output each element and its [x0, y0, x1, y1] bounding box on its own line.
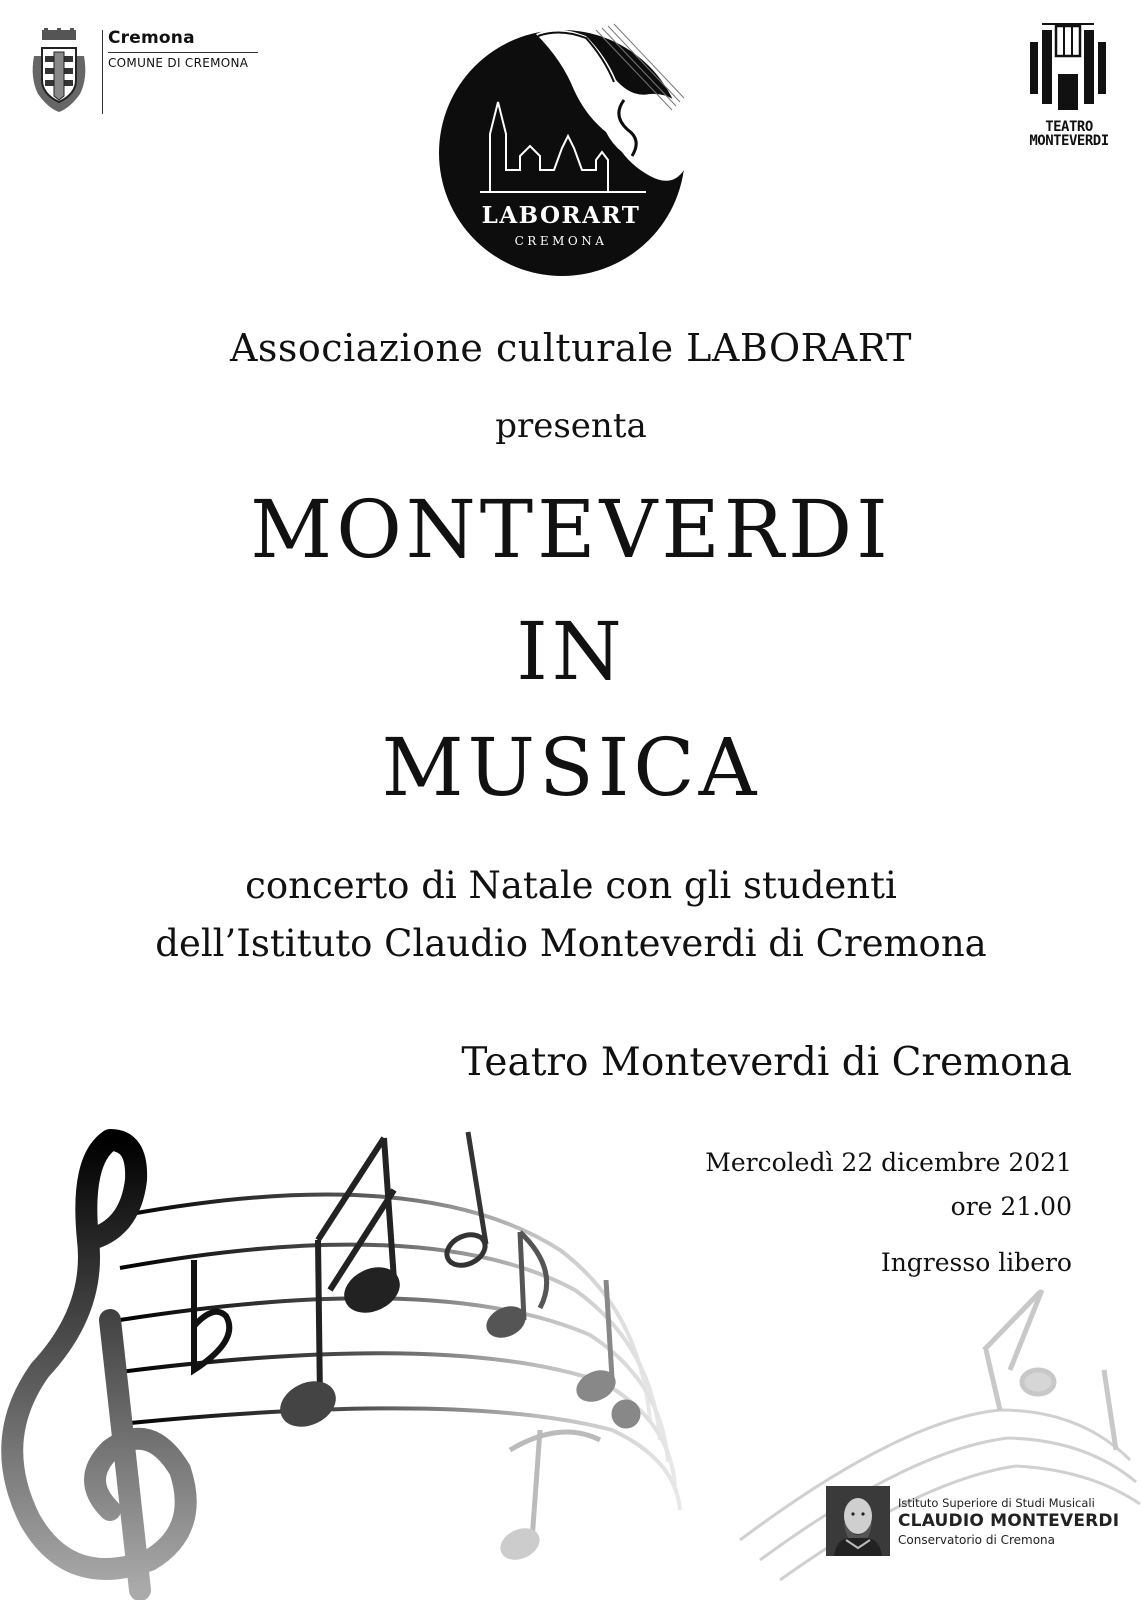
- teatro-logo: [1024, 22, 1114, 152]
- laborart-name: LABORART: [481, 202, 641, 229]
- staff-line-5: [120, 1408, 680, 1510]
- description-line-2: dell’Istituto Claudio Monteverdi di Cremona: [155, 922, 987, 965]
- presenter-line: Associazione culturale LABORART: [229, 326, 912, 370]
- quarter-note-icon: [575, 1280, 638, 1426]
- theatre-building-icon: [1030, 22, 1106, 118]
- entry-info: Ingresso libero: [880, 1248, 1072, 1277]
- teatro-name-line1: TEATRO: [1045, 119, 1093, 135]
- teatro-name-line2: MONTEVERDI: [1029, 133, 1109, 149]
- cremona-rule: [108, 52, 258, 53]
- conservatorio-line-2: CLAUDIO MONTEVERDI: [898, 1511, 1120, 1531]
- event-time: ore 21.00: [950, 1192, 1072, 1221]
- venue-line: Teatro Monteverdi di Cremona: [461, 1040, 1072, 1085]
- cremona-divider: [102, 30, 103, 114]
- conservatorio-line-3: Conservatorio di Cremona: [898, 1533, 1056, 1547]
- cremona-subtitle: COMUNE DI CREMONA: [108, 56, 249, 70]
- conservatorio-line-1: Istituto Superiore di Studi Musicali: [898, 1496, 1095, 1510]
- flat-sign-icon: [194, 1260, 229, 1370]
- eighth-note-icon: [485, 1232, 547, 1340]
- half-note-icon: [442, 1132, 490, 1271]
- eighth-note-pair-icon: [277, 1138, 403, 1431]
- cremona-title: Cremona: [108, 28, 195, 48]
- cremona-crest-icon: [28, 28, 90, 114]
- faded-beamed-note-icon: [984, 1290, 1116, 1450]
- event-date: Mercoledì 22 dicembre 2021: [705, 1148, 1072, 1177]
- teatro-name: [1024, 120, 1114, 148]
- presents-line: presenta: [495, 406, 647, 446]
- description-line-1: concerto di Natale con gli studenti: [245, 864, 897, 907]
- monteverdi-portrait-icon: [826, 1486, 890, 1556]
- laborart-logo: [436, 20, 706, 282]
- title-line-2: IN: [516, 605, 626, 698]
- conservatorio-logo: [826, 1486, 1120, 1560]
- laborart-city: CREMONA: [514, 234, 608, 248]
- title-line-3: MUSICA: [381, 721, 761, 814]
- cremona-logo: [28, 28, 258, 114]
- title-line-1: MONTEVERDI: [250, 483, 892, 576]
- faded-notes-icon: [499, 1430, 600, 1562]
